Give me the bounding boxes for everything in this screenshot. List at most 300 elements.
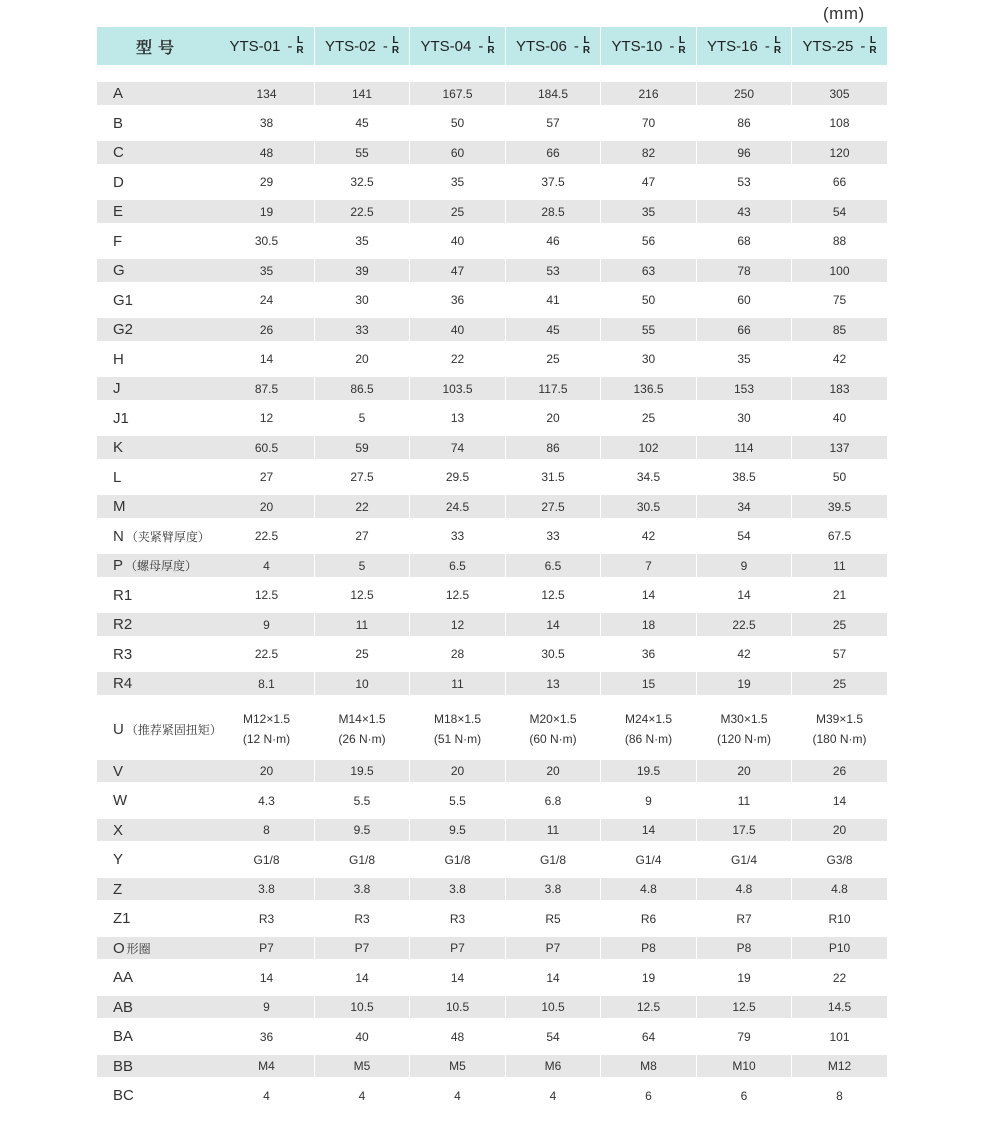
value-text <box>253 850 279 870</box>
value-text <box>737 143 750 163</box>
value-main: 4 <box>263 1088 270 1103</box>
value-cell <box>601 584 696 606</box>
value-text <box>642 320 655 340</box>
row-label-cell <box>97 289 219 311</box>
value-main: 50 <box>832 470 847 484</box>
value-cell <box>410 348 505 370</box>
value-cell <box>697 789 791 812</box>
value-cell <box>315 643 409 665</box>
value-text <box>829 379 849 399</box>
value-text <box>255 644 278 664</box>
value-main: 9 <box>263 617 270 632</box>
value-cell <box>697 1084 791 1107</box>
value-text <box>451 674 463 694</box>
value-main: 33 <box>450 529 465 543</box>
value-text <box>538 84 568 104</box>
value-main: 6.5 <box>544 558 562 573</box>
value-text <box>451 172 464 192</box>
value-main: 67.5 <box>827 529 852 543</box>
value-text <box>641 938 656 958</box>
value-main: 14 <box>355 970 369 985</box>
value-cell <box>792 554 887 577</box>
value-main: 82 <box>641 145 656 160</box>
row-label-cell <box>97 171 219 193</box>
value-cell <box>315 672 409 695</box>
value-text <box>737 320 750 340</box>
value-cell <box>315 937 409 959</box>
value-cell <box>792 1025 887 1048</box>
value-text <box>737 202 750 222</box>
model-dash: - <box>478 37 484 55</box>
value-text <box>355 143 368 163</box>
value-text <box>833 674 846 694</box>
table-row <box>97 702 887 756</box>
value-main: 53 <box>737 175 751 189</box>
value-cell <box>792 348 887 370</box>
value-cell <box>697 495 791 518</box>
value-main: 4 <box>263 558 270 573</box>
value-text <box>642 290 655 310</box>
value-text <box>829 84 849 104</box>
value-text <box>263 820 270 840</box>
value-main: 14 <box>546 970 560 985</box>
value-text <box>545 879 562 899</box>
value-cell <box>601 348 696 370</box>
value-text <box>732 1056 755 1076</box>
value-cell <box>315 466 409 488</box>
value-text <box>731 850 757 870</box>
value-cell <box>410 377 505 400</box>
value-cell <box>792 259 887 282</box>
header-model-cell <box>410 27 505 65</box>
value-text <box>546 320 559 340</box>
value-text <box>833 968 846 988</box>
value-main: 12.5 <box>445 588 470 602</box>
value-text <box>541 585 564 605</box>
value-text <box>451 261 464 281</box>
value-main: 55 <box>641 322 656 337</box>
value-cell <box>506 82 600 105</box>
value-text <box>734 379 754 399</box>
value-main: 20 <box>546 764 560 778</box>
model-code: YTS-10 <box>611 37 663 55</box>
value-main: 15 <box>641 676 656 691</box>
value-text <box>260 290 273 310</box>
value-cell <box>410 966 505 989</box>
value-main: 14 <box>737 588 751 602</box>
value-text <box>259 938 274 958</box>
value-cell <box>315 760 409 782</box>
value-text <box>260 761 273 781</box>
value-cell <box>315 554 409 577</box>
value-main: 40 <box>450 322 465 337</box>
value-main: 45 <box>355 116 369 130</box>
value-cell <box>410 171 505 193</box>
value-cell <box>315 436 409 459</box>
value-text <box>637 467 660 487</box>
value-main: 19 <box>259 204 274 219</box>
value-main: 64 <box>641 1029 656 1044</box>
value-main: 10.5 <box>350 1000 374 1014</box>
value-cell <box>410 613 505 636</box>
value-text <box>350 172 373 192</box>
value-cell <box>410 672 505 695</box>
value-cell <box>219 407 314 429</box>
value-main: 12.5 <box>350 588 374 602</box>
header-label-cell <box>97 27 219 65</box>
value-cell <box>792 377 887 400</box>
value-text <box>828 997 851 1017</box>
value-cell <box>506 789 600 812</box>
table-row <box>97 1055 887 1077</box>
value-text <box>642 526 655 546</box>
value-text <box>538 379 567 399</box>
value-cell <box>219 643 314 665</box>
row-label-cell <box>97 907 219 930</box>
value-main: 6 <box>740 1088 748 1103</box>
value-cell <box>506 407 600 429</box>
value-text <box>263 1086 270 1106</box>
value-cell <box>219 554 314 577</box>
value-main: 11 <box>833 558 846 573</box>
value-main: R5 <box>545 911 561 926</box>
value-cell <box>792 82 887 105</box>
value-main: M14×1.5 <box>338 712 386 726</box>
value-text <box>451 143 464 163</box>
value-text <box>451 349 464 369</box>
value-main: P7 <box>450 941 465 955</box>
value-text <box>737 261 750 281</box>
value-main: 18 <box>641 617 656 632</box>
value-text <box>451 290 464 310</box>
value-text <box>737 644 750 664</box>
value-text <box>449 879 466 899</box>
value-cell <box>601 495 696 518</box>
value-main: 5 <box>358 411 366 425</box>
row-label-cell <box>97 1084 219 1107</box>
value-main: 57 <box>546 116 560 130</box>
value-text <box>255 231 278 251</box>
value-cell <box>792 613 887 636</box>
row-label-cell <box>97 878 219 900</box>
value-main: 47 <box>450 263 465 278</box>
row-label-cell <box>97 318 219 341</box>
value-torque: (86 N·m) <box>624 732 673 746</box>
value-text <box>442 379 472 399</box>
value-main: M39×1.5 <box>815 712 864 726</box>
value-main: G1/8 <box>444 852 471 867</box>
value-main: 12 <box>259 411 274 425</box>
value-text <box>831 879 848 899</box>
dimension-code: O <box>113 939 125 957</box>
value-cell <box>601 82 696 105</box>
value-text <box>737 585 750 605</box>
value-cell <box>410 1084 505 1107</box>
value-main: 35 <box>641 204 656 219</box>
spec-table <box>97 27 887 1104</box>
value-cell <box>315 819 409 841</box>
value-main: 3.8 <box>449 882 466 896</box>
value-text <box>449 820 466 840</box>
value-cell <box>697 82 791 105</box>
value-main: 50 <box>641 293 656 307</box>
value-cell <box>697 171 791 193</box>
row-label-cell <box>97 436 219 459</box>
model-dash: - <box>287 37 293 55</box>
value-main: 30 <box>737 411 751 425</box>
value-main: R3 <box>354 911 370 926</box>
row-label-cell <box>97 525 219 547</box>
value-main: 9 <box>740 558 748 573</box>
model-lr-suffix <box>296 36 303 56</box>
dimension-note: （推荐紧固扭矩） <box>125 722 222 737</box>
value-main: 39.5 <box>827 499 852 514</box>
value-torque: (60 N·m) <box>529 732 577 746</box>
suffix-r: R <box>773 45 782 56</box>
value-main: 14 <box>832 793 847 808</box>
value-text <box>736 909 751 929</box>
value-text <box>446 497 469 517</box>
value-text <box>350 379 373 399</box>
dimension-code: B <box>113 114 124 132</box>
value-main: 34.5 <box>636 470 661 484</box>
row-label-cell <box>97 230 219 252</box>
value-cell <box>219 907 314 930</box>
value-main: 42 <box>641 529 656 543</box>
value-cell <box>506 112 600 134</box>
value-cell <box>506 937 600 959</box>
value-cell <box>601 819 696 841</box>
value-text <box>812 709 866 749</box>
value-cell <box>506 1025 600 1048</box>
value-text <box>355 1027 368 1047</box>
value-text <box>637 497 660 517</box>
value-cell <box>601 613 696 636</box>
value-cell <box>601 230 696 252</box>
value-main: 19 <box>737 676 751 691</box>
value-cell <box>219 289 314 311</box>
dimension-code: Y <box>113 851 124 868</box>
value-main: 183 <box>829 381 850 396</box>
value-main: 63 <box>641 263 656 278</box>
model-code: YTS-01 <box>229 37 281 55</box>
dimension-note: （螺母厚度） <box>125 559 198 573</box>
value-main: 87.5 <box>254 381 279 396</box>
value-main: 56 <box>641 234 656 248</box>
value-main: 27.5 <box>350 470 374 484</box>
value-main: M5 <box>449 1059 466 1073</box>
dimension-code: H <box>113 350 124 368</box>
value-text <box>828 497 851 517</box>
value-text <box>546 143 559 163</box>
value-text <box>642 143 655 163</box>
value-cell <box>697 200 791 223</box>
value-main: 3.8 <box>353 882 371 896</box>
value-main: P8 <box>641 941 656 955</box>
value-main: P7 <box>545 941 561 955</box>
value-main: 141 <box>351 86 373 101</box>
value-text <box>350 997 373 1017</box>
header-model-cell <box>601 27 696 65</box>
value-main: R6 <box>640 911 657 926</box>
value-text <box>260 349 273 369</box>
value-text <box>352 84 372 104</box>
value-main: 136.5 <box>633 381 664 396</box>
value-cell <box>792 171 887 193</box>
value-text <box>546 349 559 369</box>
value-text <box>359 556 366 576</box>
value-cell <box>697 466 791 488</box>
value-text <box>446 997 469 1017</box>
value-cell <box>410 289 505 311</box>
value-text <box>836 1086 843 1106</box>
row-label-cell <box>97 466 219 488</box>
value-cell <box>506 643 600 665</box>
value-main: 12.5 <box>254 588 279 602</box>
value-text <box>741 556 748 576</box>
value-main: 29 <box>259 175 274 189</box>
value-text <box>450 909 465 929</box>
value-main: 5.5 <box>449 793 466 808</box>
value-cell <box>697 584 791 606</box>
value-text <box>354 791 371 811</box>
value-text <box>737 497 750 517</box>
value-text <box>545 556 562 576</box>
value-main: 14 <box>546 617 560 632</box>
suffix-l: L <box>296 35 303 46</box>
value-main: 35 <box>355 234 369 248</box>
value-cell <box>601 377 696 400</box>
model-code: YTS-16 <box>706 37 758 55</box>
value-cell <box>601 466 696 488</box>
row-label-cell <box>97 1025 219 1048</box>
dimension-code: V <box>113 762 124 780</box>
value-text <box>359 408 366 428</box>
value-main: P8 <box>736 941 752 955</box>
value-main: 20 <box>546 411 560 425</box>
value-text <box>541 467 564 487</box>
value-text <box>355 261 368 281</box>
value-cell <box>219 436 314 459</box>
value-text <box>828 909 850 929</box>
value-text <box>260 172 273 192</box>
value-text <box>833 290 846 310</box>
value-main: 9.5 <box>449 823 466 837</box>
value-main: 26 <box>832 764 847 778</box>
value-main: 40 <box>450 234 465 248</box>
value-main: 305 <box>829 86 850 101</box>
table-row <box>97 819 887 841</box>
value-text <box>642 408 655 428</box>
value-text <box>451 526 464 546</box>
value-cell <box>410 554 505 577</box>
table-row <box>97 259 887 282</box>
suffix-l: L <box>487 35 494 46</box>
table-row <box>97 966 887 989</box>
value-main: 24 <box>259 293 274 307</box>
model-name <box>516 36 590 56</box>
value-main: R3 <box>449 911 466 926</box>
value-main: 35 <box>737 352 751 366</box>
dimension-code: G1 <box>113 291 134 309</box>
value-text <box>449 556 466 576</box>
value-main: 28 <box>450 647 465 661</box>
value-text <box>642 968 655 988</box>
value-cell <box>792 112 887 134</box>
table-row <box>97 937 887 959</box>
suffix-l: L <box>678 35 685 46</box>
value-text <box>255 379 278 399</box>
dimension-code: Z <box>113 880 123 898</box>
table-row <box>97 200 887 223</box>
value-main: M6 <box>544 1059 562 1073</box>
value-cell <box>315 141 409 164</box>
value-text <box>546 231 559 251</box>
value-main: 66 <box>546 145 560 160</box>
value-text <box>451 202 464 222</box>
value-text <box>638 84 658 104</box>
value-cell <box>410 819 505 841</box>
dimension-code: R3 <box>113 645 133 663</box>
value-cell <box>219 672 314 695</box>
value-cell <box>792 141 887 164</box>
value-main: 14 <box>641 588 656 602</box>
value-cell <box>315 848 409 871</box>
value-main: 22 <box>450 352 465 366</box>
value-cell <box>410 848 505 871</box>
value-main: 6.8 <box>544 793 562 808</box>
row-label-cell <box>97 672 219 695</box>
value-text <box>828 526 851 546</box>
value-text <box>451 761 464 781</box>
value-main: 3.8 <box>544 882 562 896</box>
value-text <box>355 644 368 664</box>
value-cell <box>697 436 791 459</box>
dimension-code: Z1 <box>113 910 131 927</box>
value-text <box>637 761 660 781</box>
value-cell <box>697 966 791 989</box>
table-row <box>97 848 887 871</box>
value-text <box>451 1027 464 1047</box>
dimension-code: R2 <box>113 616 133 633</box>
value-text <box>737 938 752 958</box>
value-main: 9.5 <box>353 823 371 837</box>
value-main: 22.5 <box>254 529 279 543</box>
value-text <box>737 290 750 310</box>
value-text <box>833 791 846 811</box>
value-main: 38.5 <box>732 470 756 484</box>
value-cell <box>410 407 505 429</box>
value-text <box>451 615 464 635</box>
value-main: 28.5 <box>541 204 565 219</box>
value-text <box>350 467 373 487</box>
value-cell <box>219 613 314 636</box>
value-text <box>833 172 846 192</box>
value-text <box>258 791 275 811</box>
value-main: 12 <box>450 617 465 632</box>
value-main: 20 <box>450 764 465 778</box>
model-name <box>611 36 685 56</box>
model-name <box>420 36 494 56</box>
dimension-code: C <box>113 144 124 161</box>
value-cell <box>601 200 696 223</box>
value-main: 26 <box>259 322 274 337</box>
value-main: M12×1.5 <box>242 712 291 726</box>
table-row <box>97 495 887 518</box>
value-text <box>640 1056 657 1076</box>
value-main: 8 <box>263 823 270 837</box>
value-text <box>454 1086 461 1106</box>
